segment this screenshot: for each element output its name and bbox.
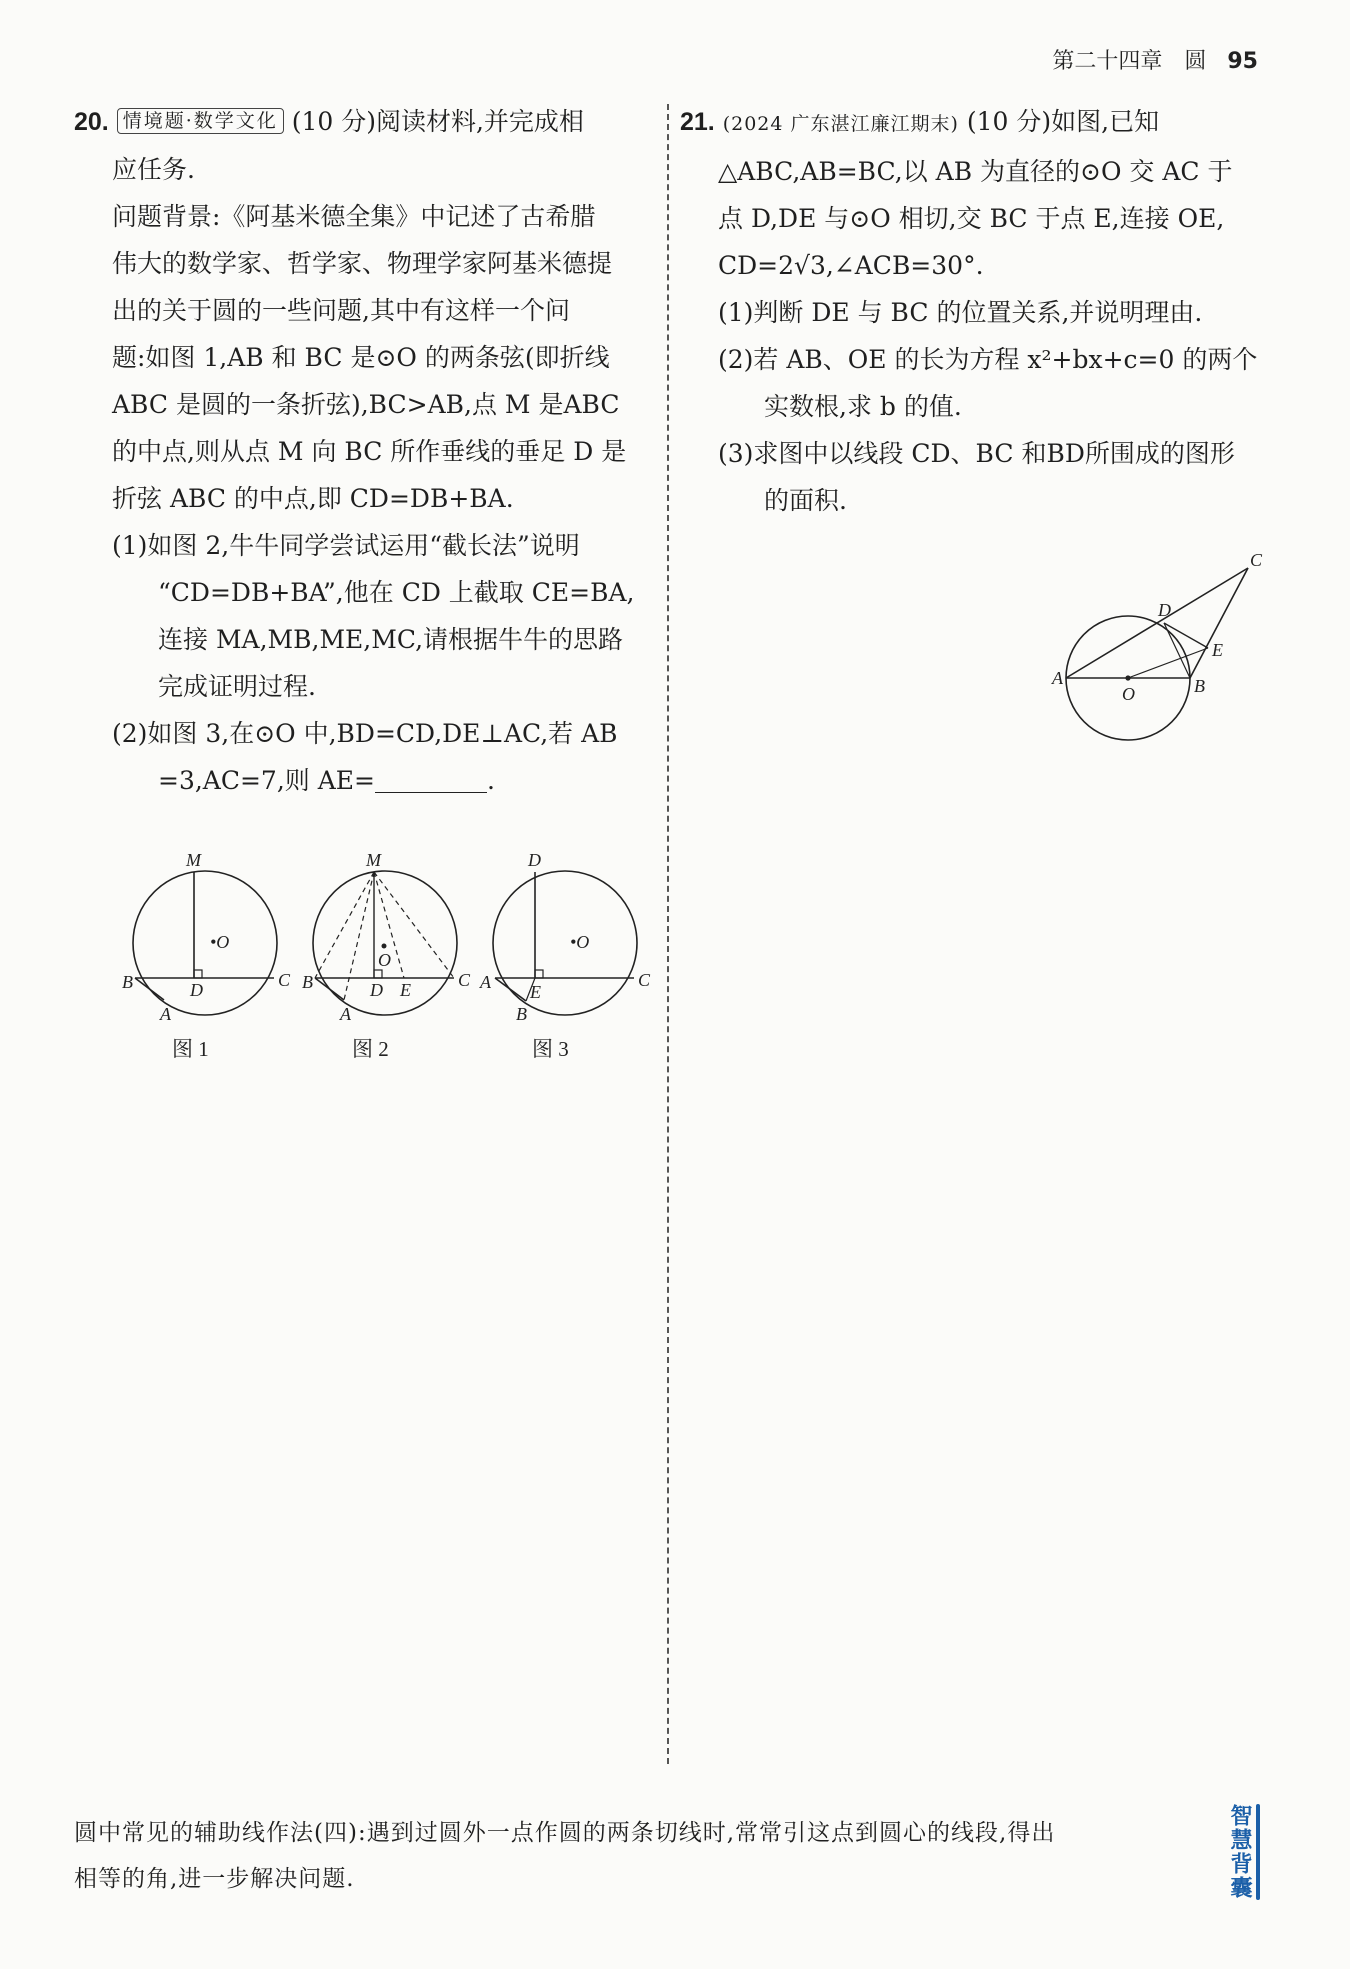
segment-bc — [1190, 568, 1248, 678]
part1-line: (1)如图 2,牛牛同学尝试运用“截长法”说明 — [112, 531, 580, 560]
label-b: B — [1194, 676, 1205, 696]
question-source: (2024 广东湛江廉江期末) — [722, 113, 959, 135]
part2-line: (2)若 AB、OE 的长为方程 x²+bx+c=0 的两个 — [718, 345, 1258, 374]
score-text: (10 分)阅读材料,并完成相 — [291, 107, 584, 136]
part1-line: (1)判断 DE 与 BC 的位置关系,并说明理由. — [718, 298, 1203, 327]
page-header — [1052, 44, 1258, 75]
label-e: E — [530, 982, 541, 1002]
label-c: C — [278, 970, 291, 990]
figure-caption: 图 1 — [172, 1037, 209, 1061]
label-e: E — [400, 980, 411, 1000]
figure-caption: 图 2 — [352, 1037, 389, 1061]
text-line: ABC 是圆的一条折弦),BC>AB,点 M 是ABC — [112, 390, 620, 419]
side-tab-label: 智慧背囊 — [1227, 1804, 1252, 1900]
part2-line — [74, 757, 654, 804]
segment-oe — [1128, 648, 1208, 678]
segment-ac — [1066, 568, 1248, 678]
label-a: A — [480, 972, 491, 992]
segment-de — [1164, 623, 1208, 648]
right-angle-mark — [194, 970, 202, 978]
center-dot — [382, 944, 387, 949]
label-d: D — [528, 850, 541, 870]
text-line: 点 D,DE 与⊙O 相切,交 BC 于点 E,连接 OE, — [718, 204, 1225, 233]
tip-line-1: 圆中常见的辅助线作法(四):遇到过圆外一点作圆的两条切线时,常常引这点到圆心的线段,得出 — [74, 1820, 1056, 1846]
label-d: D — [190, 980, 203, 1000]
text-line: CD=2√3,∠ACB=30°. — [718, 251, 984, 280]
segment-bd — [1164, 623, 1190, 678]
right-angle-mark — [535, 970, 543, 978]
text-line: 题:如图 1,AB 和 BC 是⊙O 的两条弦(即折线 — [112, 343, 610, 372]
question-number: 21. — [680, 108, 715, 136]
side-tab-bar — [1256, 1804, 1260, 1900]
label-o: O — [1122, 684, 1135, 704]
label-b: B — [122, 972, 133, 992]
label-a: A — [160, 1004, 171, 1024]
answer-blank[interactable] — [375, 762, 487, 793]
center-dot — [1125, 675, 1130, 680]
text-line: 问题背景:《阿基米德全集》中记述了古希腊 — [112, 202, 596, 231]
text-line: 应任务. — [112, 155, 195, 184]
text-line: 折弦 ABC 的中点,即 CD=DB+BA. — [112, 484, 514, 513]
part3-line: 的面积. — [764, 486, 847, 515]
text-line: △ABC,AB=BC,以 AB 为直径的⊙O 交 AC 于 — [718, 157, 1233, 186]
chapter-title: 第二十四章 圆 — [1052, 49, 1207, 74]
label-c: C — [458, 970, 471, 990]
label-a: A — [1052, 668, 1063, 688]
label-c: C — [638, 970, 651, 990]
label-c: C — [1250, 550, 1263, 570]
part2-line: 实数根,求 b 的值. — [764, 392, 962, 421]
part2-text: =3,AC=7,则 AE= — [158, 766, 375, 795]
figure-2 — [300, 848, 471, 1061]
q21-figure — [1050, 548, 1270, 748]
text-line: 伟大的数学家、哲学家、物理学家阿基米德提 — [112, 249, 613, 278]
part2-line: (2)如图 3,在⊙O 中,BD=CD,DE⊥AC,若 AB — [112, 719, 618, 748]
q20-figures — [120, 848, 660, 1068]
part1-line: 完成证明过程. — [158, 672, 316, 701]
label-o: •O — [210, 932, 230, 952]
label-m: M — [366, 850, 381, 870]
label-o: O — [378, 950, 391, 970]
label-a: A — [340, 1004, 351, 1024]
label-d: D — [1158, 600, 1171, 620]
period: . — [486, 766, 495, 795]
question-tag: 情境题·数学文化 — [117, 108, 284, 134]
chord-ab — [135, 978, 164, 1000]
part1-line: 连接 MA,MB,ME,MC,请根据牛牛的思路 — [158, 625, 624, 654]
figure-1 — [120, 848, 291, 1061]
segment-mb — [315, 872, 374, 978]
column-divider — [667, 104, 669, 1764]
label-m: M — [186, 850, 201, 870]
tip-footer — [74, 1810, 1204, 1902]
score-text: (10 分)如图,已知 — [966, 107, 1160, 136]
part1-line: “CD=DB+BA”,他在 CD 上截取 CE=BA, — [158, 578, 635, 607]
label-o: •O — [570, 932, 590, 952]
chord-ab — [315, 978, 344, 1000]
part3-line: (3)求图中以线段 CD、BC 和BD所围成的图形 — [718, 439, 1235, 468]
question-21 — [680, 98, 1266, 524]
tip-line-2: 相等的角,进一步解决问题. — [74, 1866, 355, 1892]
right-angle-mark — [374, 970, 382, 978]
label-b: B — [302, 972, 313, 992]
label-d: D — [370, 980, 383, 1000]
label-e: E — [1212, 640, 1223, 660]
page-number: 95 — [1227, 49, 1258, 74]
question-number: 20. — [74, 108, 109, 136]
figure-caption: 图 3 — [532, 1037, 569, 1061]
label-b: B — [516, 1004, 527, 1024]
figure-3 — [480, 848, 660, 1061]
text-line: 的中点,则从点 M 向 BC 所作垂线的垂足 D 是 — [112, 437, 627, 466]
text-line: 出的关于圆的一些问题,其中有这样一个问 — [112, 296, 570, 325]
chord-ab — [495, 978, 526, 1001]
question-20 — [74, 98, 654, 804]
